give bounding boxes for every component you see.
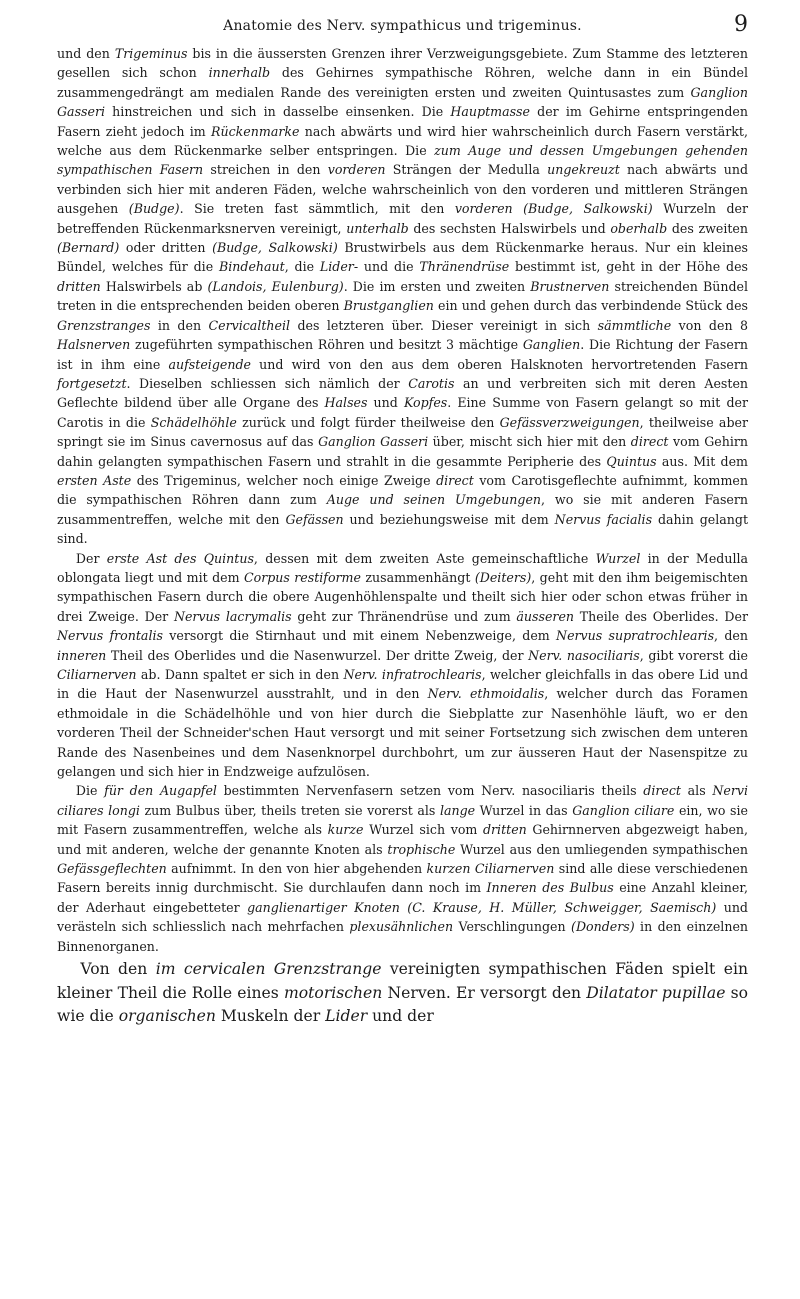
text-run: Gehirnnerven abgezweigt haben, und mit anderen, welche der genannte Knoten als — [57, 822, 749, 857]
italic-term: Nervus facialis — [554, 511, 653, 527]
italic-term: fortgesetzt — [57, 375, 127, 391]
text-run: in den — [150, 317, 209, 333]
italic-term: Ciliarnerven — [57, 667, 137, 682]
italic-term: Hauptmasse — [450, 104, 530, 120]
italic-term: inneren — [57, 647, 107, 663]
italic-term: Ganglien — [522, 337, 581, 353]
italic-term: Nerv. ethmoidalis — [427, 686, 545, 702]
text-run: Muskeln der — [215, 1007, 326, 1026]
italic-term: vorderen (Budge, Salkowski) — [454, 201, 653, 217]
italic-term: Lider — [325, 1007, 368, 1026]
italic-term: Quintus — [606, 453, 657, 469]
text-run: des zweiten — [667, 220, 748, 236]
text-run: Wurzel in das — [475, 802, 573, 818]
text-run: zurück und folgt fürder theilweise den — [236, 414, 500, 430]
text-run: Wurzel sich vom — [363, 822, 483, 838]
text-run: , wo sie mit anderen Fasern zusammentreffen, welche mit den — [57, 492, 748, 527]
text-run: vom Carotisgeflechte aufnimmt, kommen die sympathischen Röhren dann zum — [57, 472, 748, 508]
paragraph-eyeball-nerves — [57, 781, 748, 956]
italic-term: Gefässverzweigungen — [499, 414, 640, 430]
italic-term: unterhalb — [346, 220, 409, 236]
italic-term: Rückenmarke — [211, 123, 300, 139]
text-run: zum Bulbus über, theils treten sie vorerst als — [139, 802, 440, 818]
text-run: vereinigten sympathischen Fäden spielt ein kleiner Theil die Rolle eines — [57, 960, 748, 1002]
text-run: und wird von den aus dem oberen Halsknoten hervortretenden Fasern — [250, 356, 748, 372]
italic-term: kurze — [327, 822, 364, 838]
italic-term: Thränendrüse — [419, 259, 510, 275]
text-run: und — [367, 395, 404, 411]
text-run: bis in die äussersten Grenzen ihrer Verzweigungsgebiete. Zum Stamme des letzteren gesellen sich schon — [57, 46, 748, 81]
italic-term: Lider- — [319, 259, 359, 275]
text-run: so wie die — [57, 983, 749, 1026]
italic-term: im cervicalen Grenzstrange — [155, 960, 382, 979]
italic-term: ungekreuzt — [547, 162, 620, 178]
italic-term: zum Auge und dessen Umgebungen gehenden sympathischen Fasern — [57, 143, 749, 178]
italic-term: sämmtliche — [597, 317, 672, 333]
italic-term: Ganglion Gasseri — [318, 434, 429, 450]
italic-term: Gefässen — [285, 511, 344, 527]
italic-term: Wurzel — [595, 550, 641, 566]
italic-term: (Landois, Eulenburg) — [207, 278, 344, 294]
italic-term: (Bernard) — [57, 240, 120, 256]
italic-term: vorderen — [327, 162, 386, 178]
text-run: über, mischt sich hier mit den — [428, 434, 631, 450]
italic-term: Dilatator pupillae — [586, 983, 726, 1002]
text-run: streichenden Bündel treten in die entsprechenden beiden oberen — [57, 278, 748, 314]
text-run: und der — [367, 1007, 434, 1026]
body-text — [57, 44, 748, 1029]
text-run: nach abwärts und verbinden sich hier mit anderen Fäden, welche wahrscheinlich von den vorderen und mittleren Strängen ausgehen — [57, 162, 749, 217]
text-run: Wurzeln der betreffenden Rückenmarksnerven vereinigt, — [57, 201, 749, 236]
text-run: der im Gehirne entspringenden Fasern zieht jedoch im — [57, 104, 748, 139]
text-run: an und verbreiten sich mit deren Aesten Geflechte bildend über alle Organe des — [57, 375, 749, 411]
italic-term: erste Ast des Quintus — [106, 550, 254, 566]
italic-term: dritten — [57, 278, 101, 294]
text-run: Wurzel aus den umliegenden sympathischen — [455, 841, 748, 857]
text-run: , die — [284, 259, 320, 275]
text-run: und beziehungsweise mit dem — [343, 511, 555, 527]
running-title: Anatomie des Nerv. sympathicus und trigeminus. — [223, 18, 582, 34]
italic-term: (Deiters) — [474, 569, 532, 585]
italic-term: direct — [643, 783, 681, 799]
italic-term: Brustganglien — [343, 298, 434, 314]
text-run: als — [680, 783, 713, 799]
italic-term: ersten Aste — [57, 472, 132, 488]
text-run: des sechsten Halswirbels und — [408, 220, 611, 236]
text-run: des letzteren über. Dieser vereinigt in sich — [290, 317, 598, 333]
italic-term: Cervicaltheil — [208, 317, 291, 333]
italic-term: Inneren des Bulbus — [486, 880, 614, 896]
text-run: Von den — [80, 960, 156, 979]
italic-term: direct — [630, 434, 669, 450]
paragraph-first-branch-quintus — [57, 549, 748, 782]
text-run: . Die Richtung der Fasern ist in ihm eine — [57, 337, 748, 372]
text-run: in der Medulla oblongata liegt und mit dem — [57, 550, 749, 585]
text-run: streichen in den — [203, 162, 328, 178]
italic-term: äusseren — [516, 608, 575, 624]
text-run: . Dieselben schliessen sich nämlich der — [126, 375, 409, 391]
text-run: . Sie treten fast sämmtlich, mit den — [179, 201, 455, 217]
italic-term: Trigeminus — [114, 46, 188, 61]
text-run: ein und gehen durch das verbindende Stück des — [433, 298, 748, 314]
italic-term: Bindehaut — [218, 259, 285, 275]
italic-term: trophische — [387, 841, 456, 857]
italic-term: plexusähnlichen — [349, 919, 454, 935]
text-run: und den — [57, 46, 115, 61]
italic-term: Brustnerven — [530, 278, 610, 294]
text-run: hinstreichen und sich in dasselbe einsenken. Die — [105, 104, 451, 120]
text-run: , dessen mit dem zweiten Aste gemeinschaftliche — [253, 550, 596, 566]
text-run: nach abwärts und wird hier wahrscheinlich durch Fasern verstärkt, welche aus dem Rückenmarke selber entspringen. Die — [57, 123, 748, 159]
italic-term: Halses — [324, 395, 368, 411]
text-run: . Eine Summe von Fasern gelangt so mit der Carotis in die — [57, 395, 748, 430]
paragraph-cervical-sympathetic — [57, 958, 748, 1029]
text-run: ab. Dann spaltet er sich in den — [136, 667, 344, 682]
italic-term: Halsnerven — [57, 337, 131, 353]
italic-term: oberhalb — [610, 220, 668, 236]
text-run: , geht mit den ihm beigemischten sympathischen Fasern durch die obere Augenhöhlenspalte und theilt sich hier oder schon etwas früher in drei Zweige. Der — [57, 569, 749, 624]
text-run: Die — [75, 783, 105, 799]
italic-term: (Donders) — [571, 919, 635, 935]
text-run: und verästeln sich schliesslich nach mehrfachen — [57, 899, 748, 935]
page-header — [57, 12, 748, 44]
text-run: des Gehirnes sympathische Röhren, welche dann in ein Bündel zusammengedrängt am medialen Rande des vereinigten ersten und zweiten Quintusastes zum — [57, 65, 748, 100]
italic-term: Auge und seinen Umgebungen — [326, 492, 542, 508]
italic-term: Ganglion Gasseri — [57, 84, 748, 120]
italic-term: für den Augapfel — [104, 783, 217, 799]
italic-term: dritten — [482, 822, 527, 838]
text-run: Strängen der Medulla — [385, 162, 548, 178]
text-run: aufnimmt. In den von hier abgehenden — [166, 861, 427, 877]
text-run: zugeführten sympathischen Röhren und besitzt 3 mächtige — [130, 337, 523, 353]
italic-term: Carotis — [408, 375, 455, 391]
italic-term: Grenzstranges — [57, 317, 151, 333]
paragraph-trigeminus-fibres — [57, 44, 748, 549]
italic-term: lange — [439, 802, 476, 818]
italic-term: innerhalb — [208, 65, 271, 81]
italic-term: Gefässgeflechten — [57, 861, 167, 877]
text-run: Der — [75, 550, 107, 566]
italic-term: kurzen Ciliarnerven — [426, 861, 555, 877]
italic-term: Nervus lacrymalis — [173, 608, 292, 624]
text-run: bestimmt ist, geht in der Höhe des — [509, 259, 748, 275]
text-run: . Die im ersten und zweiten — [343, 278, 531, 294]
italic-term: Nerv. infratrochlearis — [343, 667, 482, 682]
text-run: , den — [714, 628, 748, 644]
text-run: , theilweise aber springt sie im Sinus cavernosus auf das — [57, 414, 748, 450]
text-run: des Trigeminus, welcher noch einige Zweige — [131, 472, 437, 488]
text-run: Nerven. Er versorgt den — [382, 983, 587, 1002]
text-run: Theile des Oberlides. Der — [574, 608, 748, 624]
text-run: dahin gelangt sind. — [57, 511, 749, 547]
text-run: von den 8 — [671, 317, 748, 333]
italic-term: Nervus frontalis — [57, 628, 163, 644]
italic-term: motorischen — [283, 983, 383, 1002]
italic-term: Nervi ciliares longi — [57, 783, 748, 818]
italic-term: Ganglion ciliare — [572, 802, 675, 818]
text-run: , welcher durch das Foramen ethmoidale in die Schädelhöhle und von hier durch die Siebplatte zur Nasenhöhle läuft, wo er den vorderen Theil der Schneider'schen Haut versorgt und mit seiner Fortsetzung sich zwischen dem unteren Rande des Nasenbeines und dem Nasenknorpel durchbohrt, um zur äusseren Haut der Nasenspitze zu gelangen und sich hier in Endzweige aufzulösen. — [57, 686, 749, 780]
text-run: in den einzelnen Binnenorganen. — [57, 919, 749, 954]
italic-term: ganglienartiger Knoten (C. Krause, H. Müller, Schweigger, Saemisch) — [247, 899, 717, 915]
text-run: versorgt die Stirnhaut und mit einem Nebenzweige, dem — [162, 628, 557, 644]
text-run: Theil des Oberlides und die Nasenwurzel. Der dritte Zweig, der — [106, 647, 529, 663]
text-run: und die — [358, 259, 420, 275]
text-run: zusammenhängt — [360, 569, 475, 585]
text-run: geht zur Thränendrüse und zum — [291, 608, 517, 624]
text-run: ein, wo sie mit Fasern zusammentreffen, welche als — [57, 802, 748, 838]
italic-term: Kopfes — [403, 395, 448, 411]
text-run: , welcher gleichfalls in das obere Lid und in die Haut der Nasenwurzel ausstrahlt, und in den — [57, 667, 749, 702]
text-run: sind alle diese verschiedenen Fasern bereits innig durchmischt. Sie durchlaufen dann noch im — [57, 861, 748, 896]
text-run: eine Anzahl kleiner, der Aderhaut eingebetteter — [57, 880, 749, 915]
italic-term: Nervus supratrochlearis — [556, 628, 715, 644]
italic-term: direct — [436, 472, 474, 488]
italic-term: aufsteigende — [168, 356, 251, 372]
italic-term: Corpus restiforme — [243, 569, 361, 585]
page-number: 9 — [734, 12, 748, 37]
text-run: vom Gehirn dahin gelangten sympathischen Fasern und strahlt in die gesammte Peripherie des — [57, 434, 748, 469]
text-run: Verschlingungen — [453, 919, 572, 935]
italic-term: organischen — [118, 1007, 216, 1026]
italic-term: (Budge) — [128, 201, 180, 217]
text-run: aus. Mit dem — [656, 453, 749, 469]
text-run: Brustwirbels aus dem Rückenmarke heraus. Nur ein kleines Bündel, welches für die — [57, 240, 749, 275]
text-run: , gibt vorerst die — [639, 647, 748, 663]
italic-term: (Budge, Salkowski) — [212, 240, 338, 256]
italic-term: Nerv. nasociliaris — [528, 647, 640, 663]
italic-term: Schädelhöhle — [150, 414, 237, 430]
text-run: Halswirbels ab — [100, 278, 208, 294]
text-run: oder dritten — [119, 240, 213, 256]
text-run: bestimmten Nervenfasern setzen vom Nerv. nasociliaris theils — [216, 783, 644, 799]
